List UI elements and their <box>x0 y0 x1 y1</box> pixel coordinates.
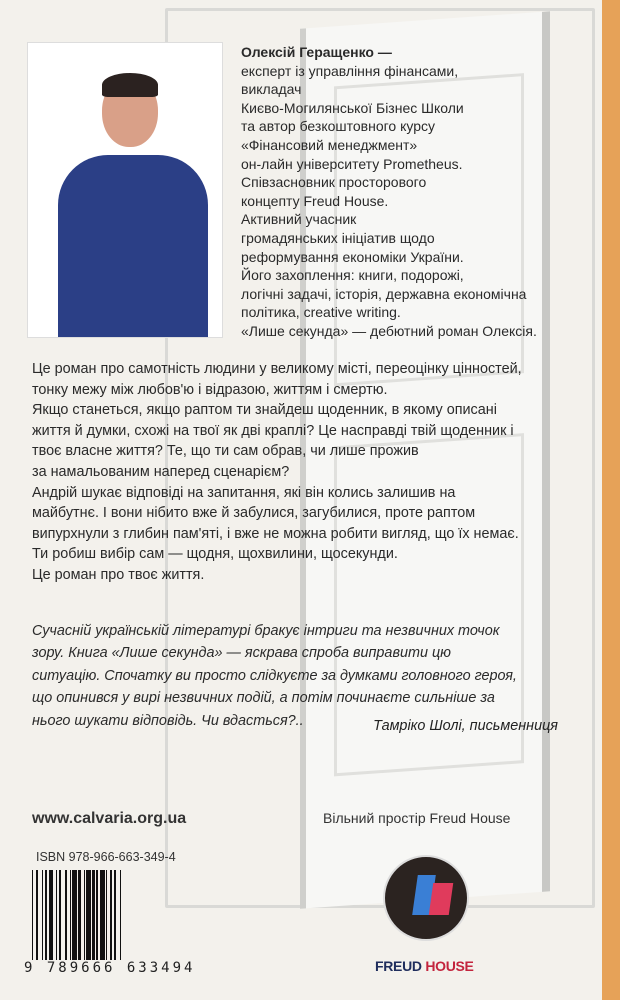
bio-line: викладач <box>241 81 302 98</box>
barcode-bar <box>78 870 81 962</box>
bio-line: «Фінансовий менеджмент» <box>241 136 418 153</box>
barcode-bar <box>65 870 66 962</box>
description-line: твоє власне життя? Те, що ти сам обрав, чи лише прожив <box>32 443 419 460</box>
bio-line: реформування економіки України. <box>241 248 464 265</box>
barcode-bar <box>45 870 48 962</box>
publisher-url[interactable]: www.calvaria.org.ua <box>32 810 187 827</box>
logo-text-part: HOUSE <box>425 958 474 974</box>
barcode-bar <box>96 870 97 962</box>
isbn: ISBN 978-966-663-349-4 <box>36 850 176 864</box>
freud-house-logo <box>383 855 469 941</box>
bio-line: політика, creative writing. <box>241 304 401 321</box>
barcode-bar <box>70 870 71 962</box>
quote-line: Сучасній українській літературі бракує інтриги та незвичних точок <box>32 623 500 639</box>
barcode-bar <box>32 870 33 962</box>
barcode <box>32 870 198 970</box>
quote-line: нього шукати відповідь. Чи вдасться?.. <box>32 712 304 729</box>
author-photo <box>27 42 223 338</box>
bio-line: та автор безкоштовного курсу <box>241 118 436 135</box>
bio-line: експерт із управління фінансами, <box>241 62 459 79</box>
description-line: Ти робиш вибір сам — щодня, щохвилини, щосекунди. <box>32 546 398 563</box>
bio-line: громадянських ініціатив щодо <box>241 229 435 246</box>
quote-line: що опинився у вирі незвичних подій, а потім починаєте сильніше за <box>32 690 495 707</box>
description-line: майбутнє. І вони нібито вже й забулися, загубилися, проте раптом <box>32 505 476 522</box>
barcode-bar <box>84 870 85 962</box>
author-bio <box>241 43 537 341</box>
description-line: тонку межу між любов'ю і відразою, життям і смертю. <box>32 381 388 398</box>
bio-line: Активний учасник <box>241 211 357 228</box>
author-figure <box>58 155 208 338</box>
barcode-bar <box>59 870 62 962</box>
description-line: Це роман про самотність людини у великому місті, переоцінку цінностей, <box>32 361 522 377</box>
barcode-bar <box>100 870 104 962</box>
bio-line: Києво-Могилянської Бізнес Школи <box>241 99 464 116</box>
barcode-bar <box>49 870 53 962</box>
logo-letter-h <box>429 883 453 915</box>
barcode-bar <box>106 870 107 962</box>
description-line: життя й думки, схожі на твої як дві краплі? Це насправді твій щоденник і <box>32 422 514 439</box>
quote-line: ситуацію. Спочатку ви просто слідкуєте за думками головного героя, <box>32 667 517 684</box>
bio-line: Його захоплення: книги, подорожі, <box>241 267 464 284</box>
barcode-bar <box>36 870 37 962</box>
bio-line: концепту Freud House. <box>241 192 389 209</box>
freud-house-logo-text <box>375 958 474 974</box>
partner-label: Вільний простір Freud House <box>323 810 511 826</box>
barcode-digits: 9 789666 633494 <box>24 960 196 976</box>
description-line: Це роман про твоє життя. <box>32 566 205 583</box>
quote-line: зору. Книга «Лише секунда» — яскрава спроба виправити цю <box>32 645 451 662</box>
author-hair <box>102 73 158 97</box>
barcode-bar <box>92 870 95 962</box>
barcode-bar <box>56 870 57 962</box>
bio-line: логічні задачі, історія, державна економічна <box>241 285 527 302</box>
review-quote <box>32 620 592 732</box>
barcode-bar <box>120 870 121 962</box>
bio-line: «Лише секунда» — дебютний роман Олексія. <box>241 322 537 339</box>
description-line: Якщо станеться, якщо раптом ти знайдеш щоденник, в якому описані <box>32 402 497 419</box>
bio-line: Співзасновник просторового <box>241 174 427 191</box>
barcode-bar <box>86 870 90 962</box>
barcode-bar <box>42 870 43 962</box>
author-name: Олексій Геращенко — <box>241 44 392 60</box>
book-description <box>32 359 592 586</box>
spine-edge <box>602 0 620 1000</box>
description-line: Андрій шукає відповіді на запитання, які він колись залишив на <box>32 484 456 501</box>
logo-text-part: FREUD <box>375 958 426 974</box>
barcode-bar <box>110 870 111 962</box>
description-line: випурхнули з глибин пам'яті, і вже не можна робити вигляд, що їх немає. <box>32 525 519 542</box>
bio-line: он-лайн університету Prometheus. <box>241 155 463 172</box>
barcode-bar <box>114 870 115 962</box>
description-line: за намальованим наперед сценарієм? <box>32 463 290 480</box>
barcode-bar <box>72 870 76 962</box>
quote-attribution: Тамріко Шолі, письменниця <box>373 718 558 734</box>
